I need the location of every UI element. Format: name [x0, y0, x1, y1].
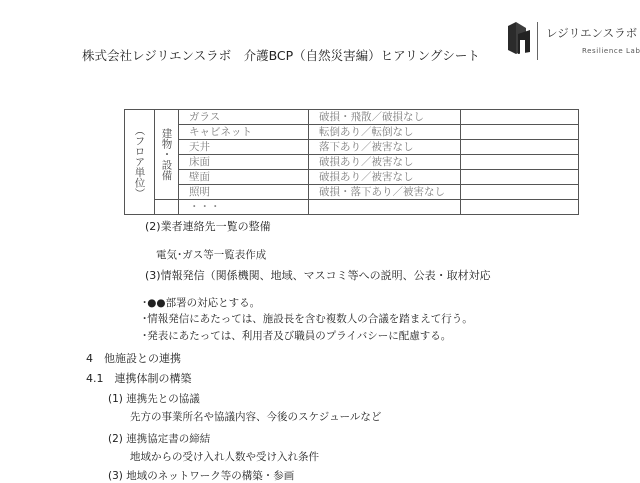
table-row — [125, 170, 579, 185]
hearing-table-wrap — [124, 109, 579, 215]
notes-cell — [461, 155, 579, 170]
notes-cell — [461, 125, 579, 140]
table-row — [125, 185, 579, 200]
notes-cell — [461, 170, 579, 185]
status-cell: 落下あり／被害なし — [309, 140, 461, 155]
damage-check-table — [124, 109, 579, 215]
table-row — [125, 140, 579, 155]
notes-cell — [461, 140, 579, 155]
item-3-heading: (3) 地域のネットワーク等の構築・参画 — [108, 470, 295, 482]
status-cell: 破損・飛散／破損なし — [309, 110, 461, 125]
item-2-text: 地域からの受け入れ人数や受け入れ条件 — [130, 451, 319, 463]
bullet-2: ･情報発信にあたっては、施設長を含む複数人の合議を踏まえて行う。 — [142, 313, 473, 325]
status-cell: 転倒あり／転倒なし — [309, 125, 461, 140]
table-row — [125, 200, 579, 215]
item-2-heading: (2) 連携協定書の締結 — [108, 433, 211, 445]
building-equipment-label: 建物・設備 — [160, 128, 173, 181]
building-equipment-cell — [155, 110, 179, 200]
status-cell: 破損・落下あり／被害なし — [309, 185, 461, 200]
notes-cell — [461, 185, 579, 200]
floor-unit-cell — [125, 110, 155, 215]
floor-unit-label: （フロア単位） — [133, 125, 146, 199]
table-row — [125, 155, 579, 170]
item-cell: ・・・ — [179, 200, 309, 215]
logo-english-text: Resilience Lab — [582, 47, 640, 55]
chapter-4-heading: 4 他施設との連携 — [86, 352, 181, 365]
item-cell: 天井 — [179, 140, 309, 155]
status-cell — [309, 200, 461, 215]
bullet-1: ･●●部署の対応とする。 — [142, 297, 261, 309]
item-1-text: 先方の事業所名や協議内容、今後のスケジュールなど — [130, 411, 382, 423]
section-2-heading: (2)業者連絡先一覧の整備 — [145, 220, 271, 233]
section-4-1-heading: 4.1 連携体制の構築 — [86, 372, 192, 385]
empty-cell — [155, 200, 179, 215]
section-3-heading: (3)情報発信（関係機関、地域、マスコミ等への説明、公表・取材対応 — [145, 269, 491, 282]
notes-cell — [461, 110, 579, 125]
logo-divider — [537, 22, 538, 60]
item-cell: 照明 — [179, 185, 309, 200]
item-cell: ガラス — [179, 110, 309, 125]
item-cell: キャビネット — [179, 125, 309, 140]
status-cell: 破損あり／被害なし — [309, 155, 461, 170]
item-1-heading: (1) 連携先との協議 — [108, 393, 200, 405]
company-logo — [506, 20, 640, 64]
logo-japanese-text: レジリエンスラボ — [546, 26, 638, 40]
table-row — [125, 110, 579, 125]
document-title: 株式会社レジリエンスラボ 介護BCP（自然災害編）ヒアリングシート — [82, 48, 480, 63]
resilience-lab-logo-icon — [506, 20, 532, 56]
item-cell: 壁面 — [179, 170, 309, 185]
section-2-text: 電気･ガス等一覧表作成 — [156, 249, 267, 261]
table-row — [125, 125, 579, 140]
notes-cell — [461, 200, 579, 215]
status-cell: 破損あり／被害なし — [309, 170, 461, 185]
bullet-3: ･発表にあたっては、利用者及び職員のプライバシーに配慮する。 — [142, 330, 452, 342]
item-cell: 床面 — [179, 155, 309, 170]
